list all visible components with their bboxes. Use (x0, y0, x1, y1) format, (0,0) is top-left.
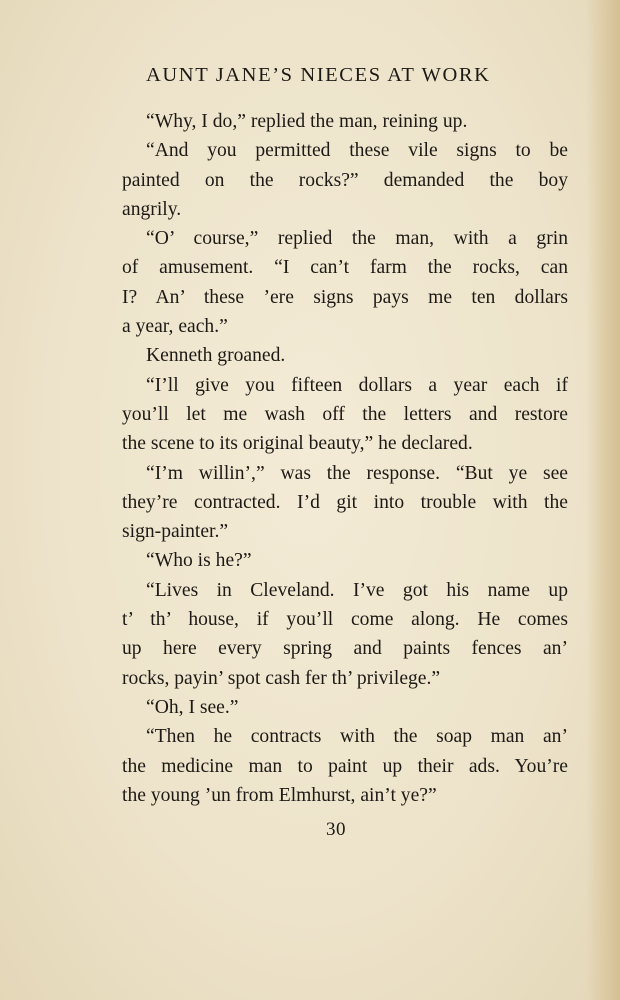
text-line: Kenneth groaned. (146, 345, 286, 367)
text-line: “I’m willin’,” was the response. “But ye see (146, 462, 568, 484)
text-line: “Lives in Cleveland. I’ve got his name up (146, 579, 568, 601)
page-edge-shadow (586, 0, 620, 1000)
text-line: you’ll let me wash off the letters and restore (122, 403, 568, 425)
text-line: angrily. (122, 198, 182, 220)
text-line: “And you permitted these vile signs to be (146, 140, 568, 162)
text-line: “Who is he?” (146, 550, 252, 572)
text-line: sign-painter.” (122, 521, 229, 543)
text-line: “Oh, I see.” (146, 696, 239, 718)
text-line: painted on the rocks?” demanded the boy (122, 169, 568, 191)
text-line: rocks, payin’ spot cash fer th’ privilege.” (122, 667, 441, 689)
body-text (122, 107, 568, 810)
text-line: “I’ll give you fifteen dollars a year each if (146, 374, 568, 396)
text-line: a year, each.” (122, 316, 228, 338)
text-line: “Why, I do,” replied the man, reining up. (146, 111, 468, 132)
text-line: they’re contracted. I’d git into trouble with the (122, 491, 568, 513)
text-line: “Then he contracts with the soap man an’ (146, 726, 568, 748)
page-number: 30 (326, 819, 346, 840)
running-head: AUNT JANE’S NIECES AT WORK (146, 64, 491, 86)
text-line: the scene to its original beauty,” he declared. (122, 433, 473, 455)
text-line: of amusement. “I can’t farm the rocks, can (122, 257, 568, 279)
text-line: up here every spring and paints fences an’ (122, 638, 568, 660)
text-line: “O’ course,” replied the man, with a grin (146, 228, 568, 250)
text-line: I? An’ these ’ere signs pays me ten dollars (122, 286, 568, 308)
text-line: t’ th’ house, if you’ll come along. He comes (122, 609, 568, 631)
text-line: the young ’un from Elmhurst, ain’t ye?” (122, 784, 437, 806)
text-line: the medicine man to paint up their ads. You’re (122, 755, 568, 777)
